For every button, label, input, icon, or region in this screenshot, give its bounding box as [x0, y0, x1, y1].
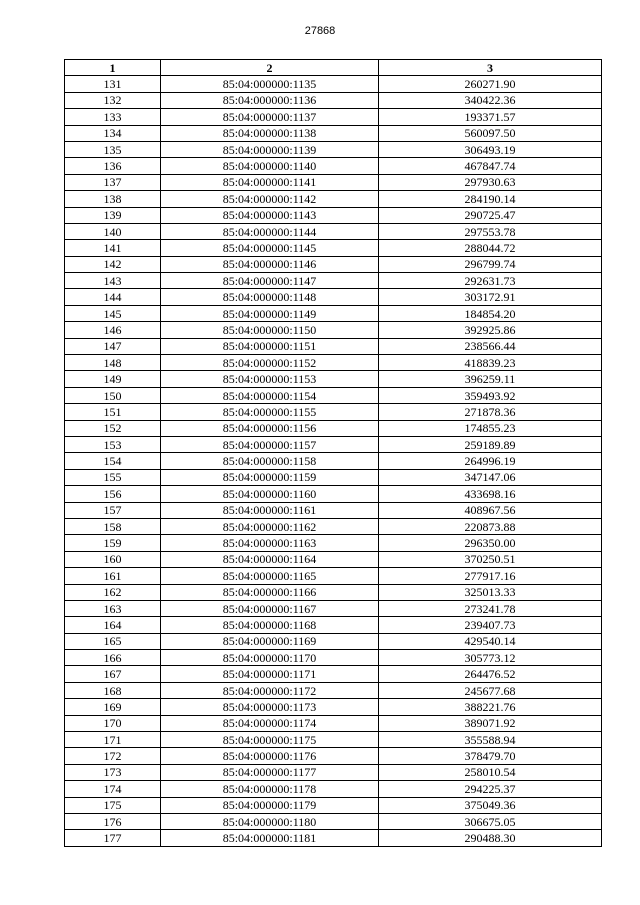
- cadastral-number-cell: 85:04:000000:1138: [161, 125, 379, 141]
- row-number-cell: 167: [65, 666, 161, 682]
- value-cell: 396259.11: [379, 371, 602, 387]
- cadastral-number-cell: 85:04:000000:1145: [161, 240, 379, 256]
- row-number-cell: 131: [65, 76, 161, 92]
- row-number-cell: 175: [65, 797, 161, 813]
- row-number-cell: 148: [65, 355, 161, 371]
- value-cell: 264476.52: [379, 666, 602, 682]
- cadastral-number-cell: 85:04:000000:1150: [161, 322, 379, 338]
- value-cell: 273241.78: [379, 600, 602, 616]
- value-cell: 296799.74: [379, 256, 602, 272]
- value-cell: 284190.14: [379, 191, 602, 207]
- value-cell: 359493.92: [379, 387, 602, 403]
- table-row: [65, 305, 602, 321]
- cadastral-number-cell: 85:04:000000:1176: [161, 748, 379, 764]
- table-row: [65, 141, 602, 157]
- value-cell: 288044.72: [379, 240, 602, 256]
- page-number: 27868: [304, 25, 336, 37]
- table-row: [65, 207, 602, 223]
- value-cell: 375049.36: [379, 797, 602, 813]
- value-cell: 290488.30: [379, 830, 602, 846]
- table-row: [65, 764, 602, 780]
- table-row: [65, 584, 602, 600]
- table-row: [65, 551, 602, 567]
- cadastral-number-cell: 85:04:000000:1152: [161, 355, 379, 371]
- value-cell: 294225.37: [379, 781, 602, 797]
- cadastral-number-cell: 85:04:000000:1162: [161, 518, 379, 534]
- cadastral-number-cell: 85:04:000000:1167: [161, 600, 379, 616]
- cadastral-number-cell: 85:04:000000:1164: [161, 551, 379, 567]
- row-number-cell: 162: [65, 584, 161, 600]
- row-number-cell: 171: [65, 732, 161, 748]
- table-row: [65, 76, 602, 92]
- row-number-cell: 177: [65, 830, 161, 846]
- table-row: [65, 436, 602, 452]
- row-number-cell: 161: [65, 568, 161, 584]
- value-cell: 560097.50: [379, 125, 602, 141]
- row-number-cell: 154: [65, 453, 161, 469]
- row-number-cell: 149: [65, 371, 161, 387]
- value-cell: 239407.73: [379, 617, 602, 633]
- table-row: [65, 355, 602, 371]
- row-number-cell: 150: [65, 387, 161, 403]
- table-row: [65, 650, 602, 666]
- cadastral-number-cell: 85:04:000000:1158: [161, 453, 379, 469]
- table-row: [65, 797, 602, 813]
- row-number-cell: 136: [65, 158, 161, 174]
- row-number-cell: 132: [65, 92, 161, 108]
- value-cell: 378479.70: [379, 748, 602, 764]
- row-number-cell: 164: [65, 617, 161, 633]
- table-row: [65, 699, 602, 715]
- row-number-cell: 137: [65, 174, 161, 190]
- table-row: [65, 453, 602, 469]
- value-cell: 290725.47: [379, 207, 602, 223]
- cadastral-number-cell: 85:04:000000:1141: [161, 174, 379, 190]
- table-row: [65, 158, 602, 174]
- value-cell: 347147.06: [379, 469, 602, 485]
- row-number-cell: 135: [65, 141, 161, 157]
- table-row: [65, 617, 602, 633]
- row-number-cell: 157: [65, 502, 161, 518]
- table-row: [65, 781, 602, 797]
- cadastral-number-cell: 85:04:000000:1155: [161, 404, 379, 420]
- row-number-cell: 155: [65, 469, 161, 485]
- row-number-cell: 158: [65, 518, 161, 534]
- table-row: [65, 289, 602, 305]
- table-row: [65, 338, 602, 354]
- cadastral-number-cell: 85:04:000000:1172: [161, 682, 379, 698]
- row-number-cell: 156: [65, 486, 161, 502]
- row-number-cell: 170: [65, 715, 161, 731]
- value-cell: 388221.76: [379, 699, 602, 715]
- row-number-cell: 166: [65, 650, 161, 666]
- table-row: [65, 240, 602, 256]
- cadastral-number-cell: 85:04:000000:1159: [161, 469, 379, 485]
- cadastral-number-cell: 85:04:000000:1178: [161, 781, 379, 797]
- value-cell: 429540.14: [379, 633, 602, 649]
- row-number-cell: 140: [65, 223, 161, 239]
- cadastral-number-cell: 85:04:000000:1146: [161, 256, 379, 272]
- row-number-cell: 143: [65, 273, 161, 289]
- table-row: [65, 568, 602, 584]
- row-number-cell: 160: [65, 551, 161, 567]
- row-number-cell: 165: [65, 633, 161, 649]
- value-cell: 408967.56: [379, 502, 602, 518]
- cadastral-number-cell: 85:04:000000:1151: [161, 338, 379, 354]
- value-cell: 220873.88: [379, 518, 602, 534]
- value-cell: 193371.57: [379, 109, 602, 125]
- table-row: [65, 502, 602, 518]
- value-cell: 297930.63: [379, 174, 602, 190]
- cadastral-number-cell: 85:04:000000:1142: [161, 191, 379, 207]
- table-row: [65, 92, 602, 108]
- table-row: [65, 486, 602, 502]
- value-cell: 264996.19: [379, 453, 602, 469]
- table-row: [65, 518, 602, 534]
- value-cell: 277917.16: [379, 568, 602, 584]
- value-cell: 260271.90: [379, 76, 602, 92]
- cadastral-number-cell: 85:04:000000:1179: [161, 797, 379, 813]
- cadastral-number-cell: 85:04:000000:1157: [161, 436, 379, 452]
- cadastral-number-cell: 85:04:000000:1153: [161, 371, 379, 387]
- cadastral-number-cell: 85:04:000000:1174: [161, 715, 379, 731]
- row-number-cell: 134: [65, 125, 161, 141]
- cadastral-number-cell: 85:04:000000:1148: [161, 289, 379, 305]
- value-cell: 389071.92: [379, 715, 602, 731]
- cadastral-number-cell: 85:04:000000:1180: [161, 813, 379, 829]
- value-cell: 340422.36: [379, 92, 602, 108]
- table-row: [65, 813, 602, 829]
- cadastral-number-cell: 85:04:000000:1163: [161, 535, 379, 551]
- value-cell: 258010.54: [379, 764, 602, 780]
- row-number-cell: 152: [65, 420, 161, 436]
- cadastral-number-cell: 85:04:000000:1161: [161, 502, 379, 518]
- value-cell: 238566.44: [379, 338, 602, 354]
- row-number-cell: 142: [65, 256, 161, 272]
- table-row: [65, 223, 602, 239]
- cadastral-number-cell: 85:04:000000:1156: [161, 420, 379, 436]
- cadastral-number-cell: 85:04:000000:1149: [161, 305, 379, 321]
- row-number-cell: 147: [65, 338, 161, 354]
- value-cell: 467847.74: [379, 158, 602, 174]
- table-row: [65, 830, 602, 846]
- value-cell: 355588.94: [379, 732, 602, 748]
- row-number-cell: 172: [65, 748, 161, 764]
- cadastral-number-cell: 85:04:000000:1170: [161, 650, 379, 666]
- cadastral-number-cell: 85:04:000000:1143: [161, 207, 379, 223]
- row-number-cell: 146: [65, 322, 161, 338]
- column-header-3: 3: [379, 60, 602, 76]
- cadastral-number-cell: 85:04:000000:1173: [161, 699, 379, 715]
- row-number-cell: 151: [65, 404, 161, 420]
- row-number-cell: 145: [65, 305, 161, 321]
- row-number-cell: 153: [65, 436, 161, 452]
- cadastral-number-cell: 85:04:000000:1166: [161, 584, 379, 600]
- cadastral-number-cell: 85:04:000000:1137: [161, 109, 379, 125]
- value-cell: 305773.12: [379, 650, 602, 666]
- value-cell: 306675.05: [379, 813, 602, 829]
- table-row: [65, 125, 602, 141]
- table-header-row: [65, 60, 602, 76]
- table-row: [65, 715, 602, 731]
- cadastral-number-cell: 85:04:000000:1169: [161, 633, 379, 649]
- row-number-cell: 169: [65, 699, 161, 715]
- cadastral-number-cell: 85:04:000000:1154: [161, 387, 379, 403]
- table-row: [65, 174, 602, 190]
- value-cell: 292631.73: [379, 273, 602, 289]
- cadastral-number-cell: 85:04:000000:1140: [161, 158, 379, 174]
- value-cell: 306493.19: [379, 141, 602, 157]
- table-row: [65, 371, 602, 387]
- row-number-cell: 141: [65, 240, 161, 256]
- cadastral-number-cell: 85:04:000000:1144: [161, 223, 379, 239]
- value-cell: 259189.89: [379, 436, 602, 452]
- table-row: [65, 732, 602, 748]
- table-body: [65, 76, 602, 846]
- cadastral-number-cell: 85:04:000000:1168: [161, 617, 379, 633]
- cadastral-number-cell: 85:04:000000:1171: [161, 666, 379, 682]
- table-row: [65, 682, 602, 698]
- value-cell: 392925.86: [379, 322, 602, 338]
- data-table: [64, 59, 602, 847]
- table-row: [65, 633, 602, 649]
- table-row: [65, 109, 602, 125]
- cadastral-number-cell: 85:04:000000:1139: [161, 141, 379, 157]
- row-number-cell: 174: [65, 781, 161, 797]
- value-cell: 433698.16: [379, 486, 602, 502]
- table-row: [65, 404, 602, 420]
- table-row: [65, 256, 602, 272]
- cadastral-number-cell: 85:04:000000:1175: [161, 732, 379, 748]
- table-row: [65, 469, 602, 485]
- cadastral-number-cell: 85:04:000000:1147: [161, 273, 379, 289]
- cadastral-number-cell: 85:04:000000:1160: [161, 486, 379, 502]
- value-cell: 184854.20: [379, 305, 602, 321]
- cadastral-number-cell: 85:04:000000:1165: [161, 568, 379, 584]
- table-row: [65, 322, 602, 338]
- table-row: [65, 748, 602, 764]
- row-number-cell: 133: [65, 109, 161, 125]
- table-row: [65, 420, 602, 436]
- cadastral-number-cell: 85:04:000000:1136: [161, 92, 379, 108]
- row-number-cell: 163: [65, 600, 161, 616]
- row-number-cell: 138: [65, 191, 161, 207]
- value-cell: 325013.33: [379, 584, 602, 600]
- value-cell: 418839.23: [379, 355, 602, 371]
- table-row: [65, 387, 602, 403]
- table-row: [65, 600, 602, 616]
- column-header-2: 2: [161, 60, 379, 76]
- value-cell: 303172.91: [379, 289, 602, 305]
- value-cell: 174855.23: [379, 420, 602, 436]
- table-row: [65, 273, 602, 289]
- cadastral-number-cell: 85:04:000000:1181: [161, 830, 379, 846]
- value-cell: 297553.78: [379, 223, 602, 239]
- value-cell: 296350.00: [379, 535, 602, 551]
- row-number-cell: 144: [65, 289, 161, 305]
- cadastral-number-cell: 85:04:000000:1177: [161, 764, 379, 780]
- row-number-cell: 139: [65, 207, 161, 223]
- value-cell: 370250.51: [379, 551, 602, 567]
- row-number-cell: 168: [65, 682, 161, 698]
- column-header-1: 1: [65, 60, 161, 76]
- table-row: [65, 535, 602, 551]
- row-number-cell: 176: [65, 813, 161, 829]
- row-number-cell: 173: [65, 764, 161, 780]
- table-row: [65, 191, 602, 207]
- value-cell: 271878.36: [379, 404, 602, 420]
- value-cell: 245677.68: [379, 682, 602, 698]
- cadastral-number-cell: 85:04:000000:1135: [161, 76, 379, 92]
- row-number-cell: 159: [65, 535, 161, 551]
- table-row: [65, 666, 602, 682]
